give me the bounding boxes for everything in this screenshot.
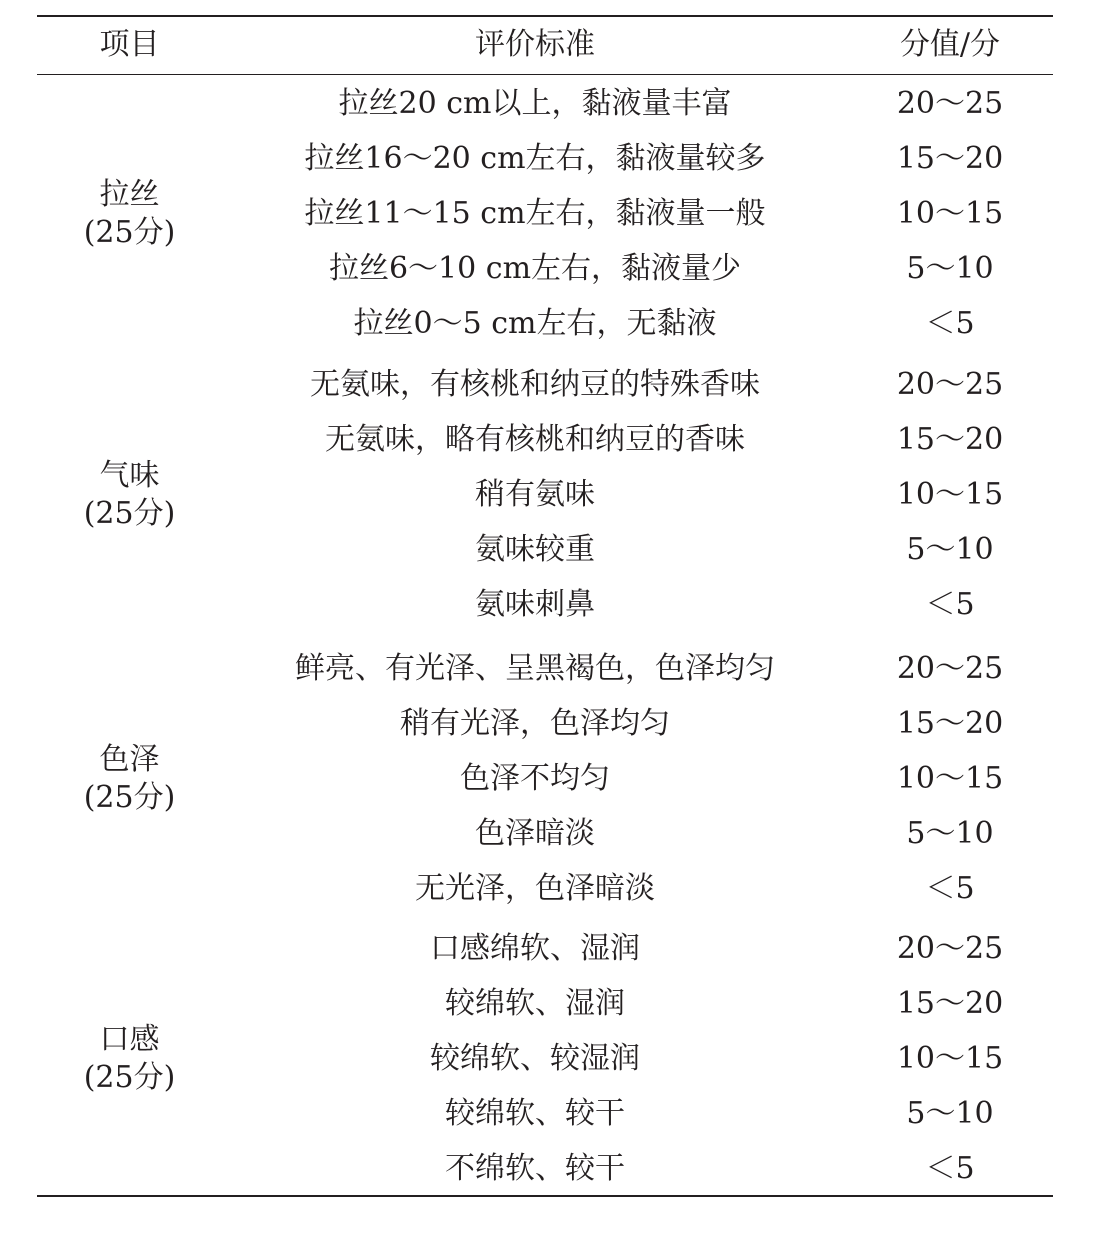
score-cell: 10～15 xyxy=(896,761,1004,796)
group-points: (25分) xyxy=(83,1060,176,1095)
criteria-cell: 氨味较重 xyxy=(475,532,595,567)
group-points: (25分) xyxy=(83,780,176,815)
criteria-cell: 较绵软、较干 xyxy=(445,1096,625,1131)
criteria-cell: 无光泽，色泽暗淡 xyxy=(415,871,655,906)
group-name: 拉丝 xyxy=(99,177,160,212)
group-label xyxy=(37,176,222,252)
group-name: 口感 xyxy=(99,1022,160,1057)
header-item: 项目 xyxy=(99,27,160,62)
criteria-cell: 较绵软、较湿润 xyxy=(430,1041,640,1076)
score-cell: 10～15 xyxy=(896,477,1004,512)
score-cell: ＜5 xyxy=(925,871,975,906)
group-label xyxy=(37,741,222,817)
header-score: 分值/分 xyxy=(899,27,1001,62)
criteria-cell: 拉丝6～10 cm左右，黏液量少 xyxy=(328,251,742,286)
score-cell: 5～10 xyxy=(906,251,994,286)
score-cell: 20～25 xyxy=(896,651,1004,686)
score-cell: 20～25 xyxy=(896,367,1004,402)
score-cell: ＜5 xyxy=(925,1151,975,1186)
criteria-cell: 稍有光泽，色泽均匀 xyxy=(400,706,670,741)
criteria-cell: 口感绵软、湿润 xyxy=(430,931,640,966)
criteria-cell: 无氨味，有核桃和纳豆的特殊香味 xyxy=(310,367,760,402)
criteria-cell: 拉丝16～20 cm左右，黏液量较多 xyxy=(304,141,766,176)
group-name: 气味 xyxy=(99,458,160,493)
criteria-cell: 氨味刺鼻 xyxy=(475,587,595,622)
table-bottom-rule xyxy=(37,1195,1053,1197)
score-cell: 5～10 xyxy=(906,1096,994,1131)
score-cell: 15～20 xyxy=(896,706,1004,741)
group-name: 色泽 xyxy=(99,742,160,777)
group-points: (25分) xyxy=(83,215,176,250)
criteria-cell: 拉丝20 cm以上，黏液量丰富 xyxy=(338,86,732,121)
criteria-cell: 拉丝0～5 cm左右，无黏液 xyxy=(353,306,717,341)
score-cell: 5～10 xyxy=(906,532,994,567)
score-cell: 15～20 xyxy=(896,422,1004,457)
group-points: (25分) xyxy=(83,496,176,531)
criteria-cell: 色泽不均匀 xyxy=(460,761,610,796)
score-cell: ＜5 xyxy=(925,306,975,341)
group-label xyxy=(37,457,222,533)
score-cell: 10～15 xyxy=(896,196,1004,231)
score-cell: 20～25 xyxy=(896,86,1004,121)
criteria-cell: 鲜亮、有光泽、呈黑褐色，色泽均匀 xyxy=(295,651,775,686)
header-criteria: 评价标准 xyxy=(475,27,595,62)
criteria-cell: 色泽暗淡 xyxy=(475,816,595,851)
score-cell: 10～15 xyxy=(896,1041,1004,1076)
table-top-rule xyxy=(37,15,1053,17)
score-cell: 5～10 xyxy=(906,816,994,851)
criteria-cell: 较绵软、湿润 xyxy=(445,986,625,1021)
score-cell: ＜5 xyxy=(925,587,975,622)
score-cell: 20～25 xyxy=(896,931,1004,966)
score-cell: 15～20 xyxy=(896,986,1004,1021)
score-cell: 15～20 xyxy=(896,141,1004,176)
criteria-cell: 稍有氨味 xyxy=(475,477,595,512)
criteria-cell: 不绵软、较干 xyxy=(445,1151,625,1186)
criteria-cell: 拉丝11～15 cm左右，黏液量一般 xyxy=(304,196,766,231)
group-label xyxy=(37,1021,222,1097)
header-rule xyxy=(37,74,1053,75)
criteria-cell: 无氨味，略有核桃和纳豆的香味 xyxy=(325,422,745,457)
